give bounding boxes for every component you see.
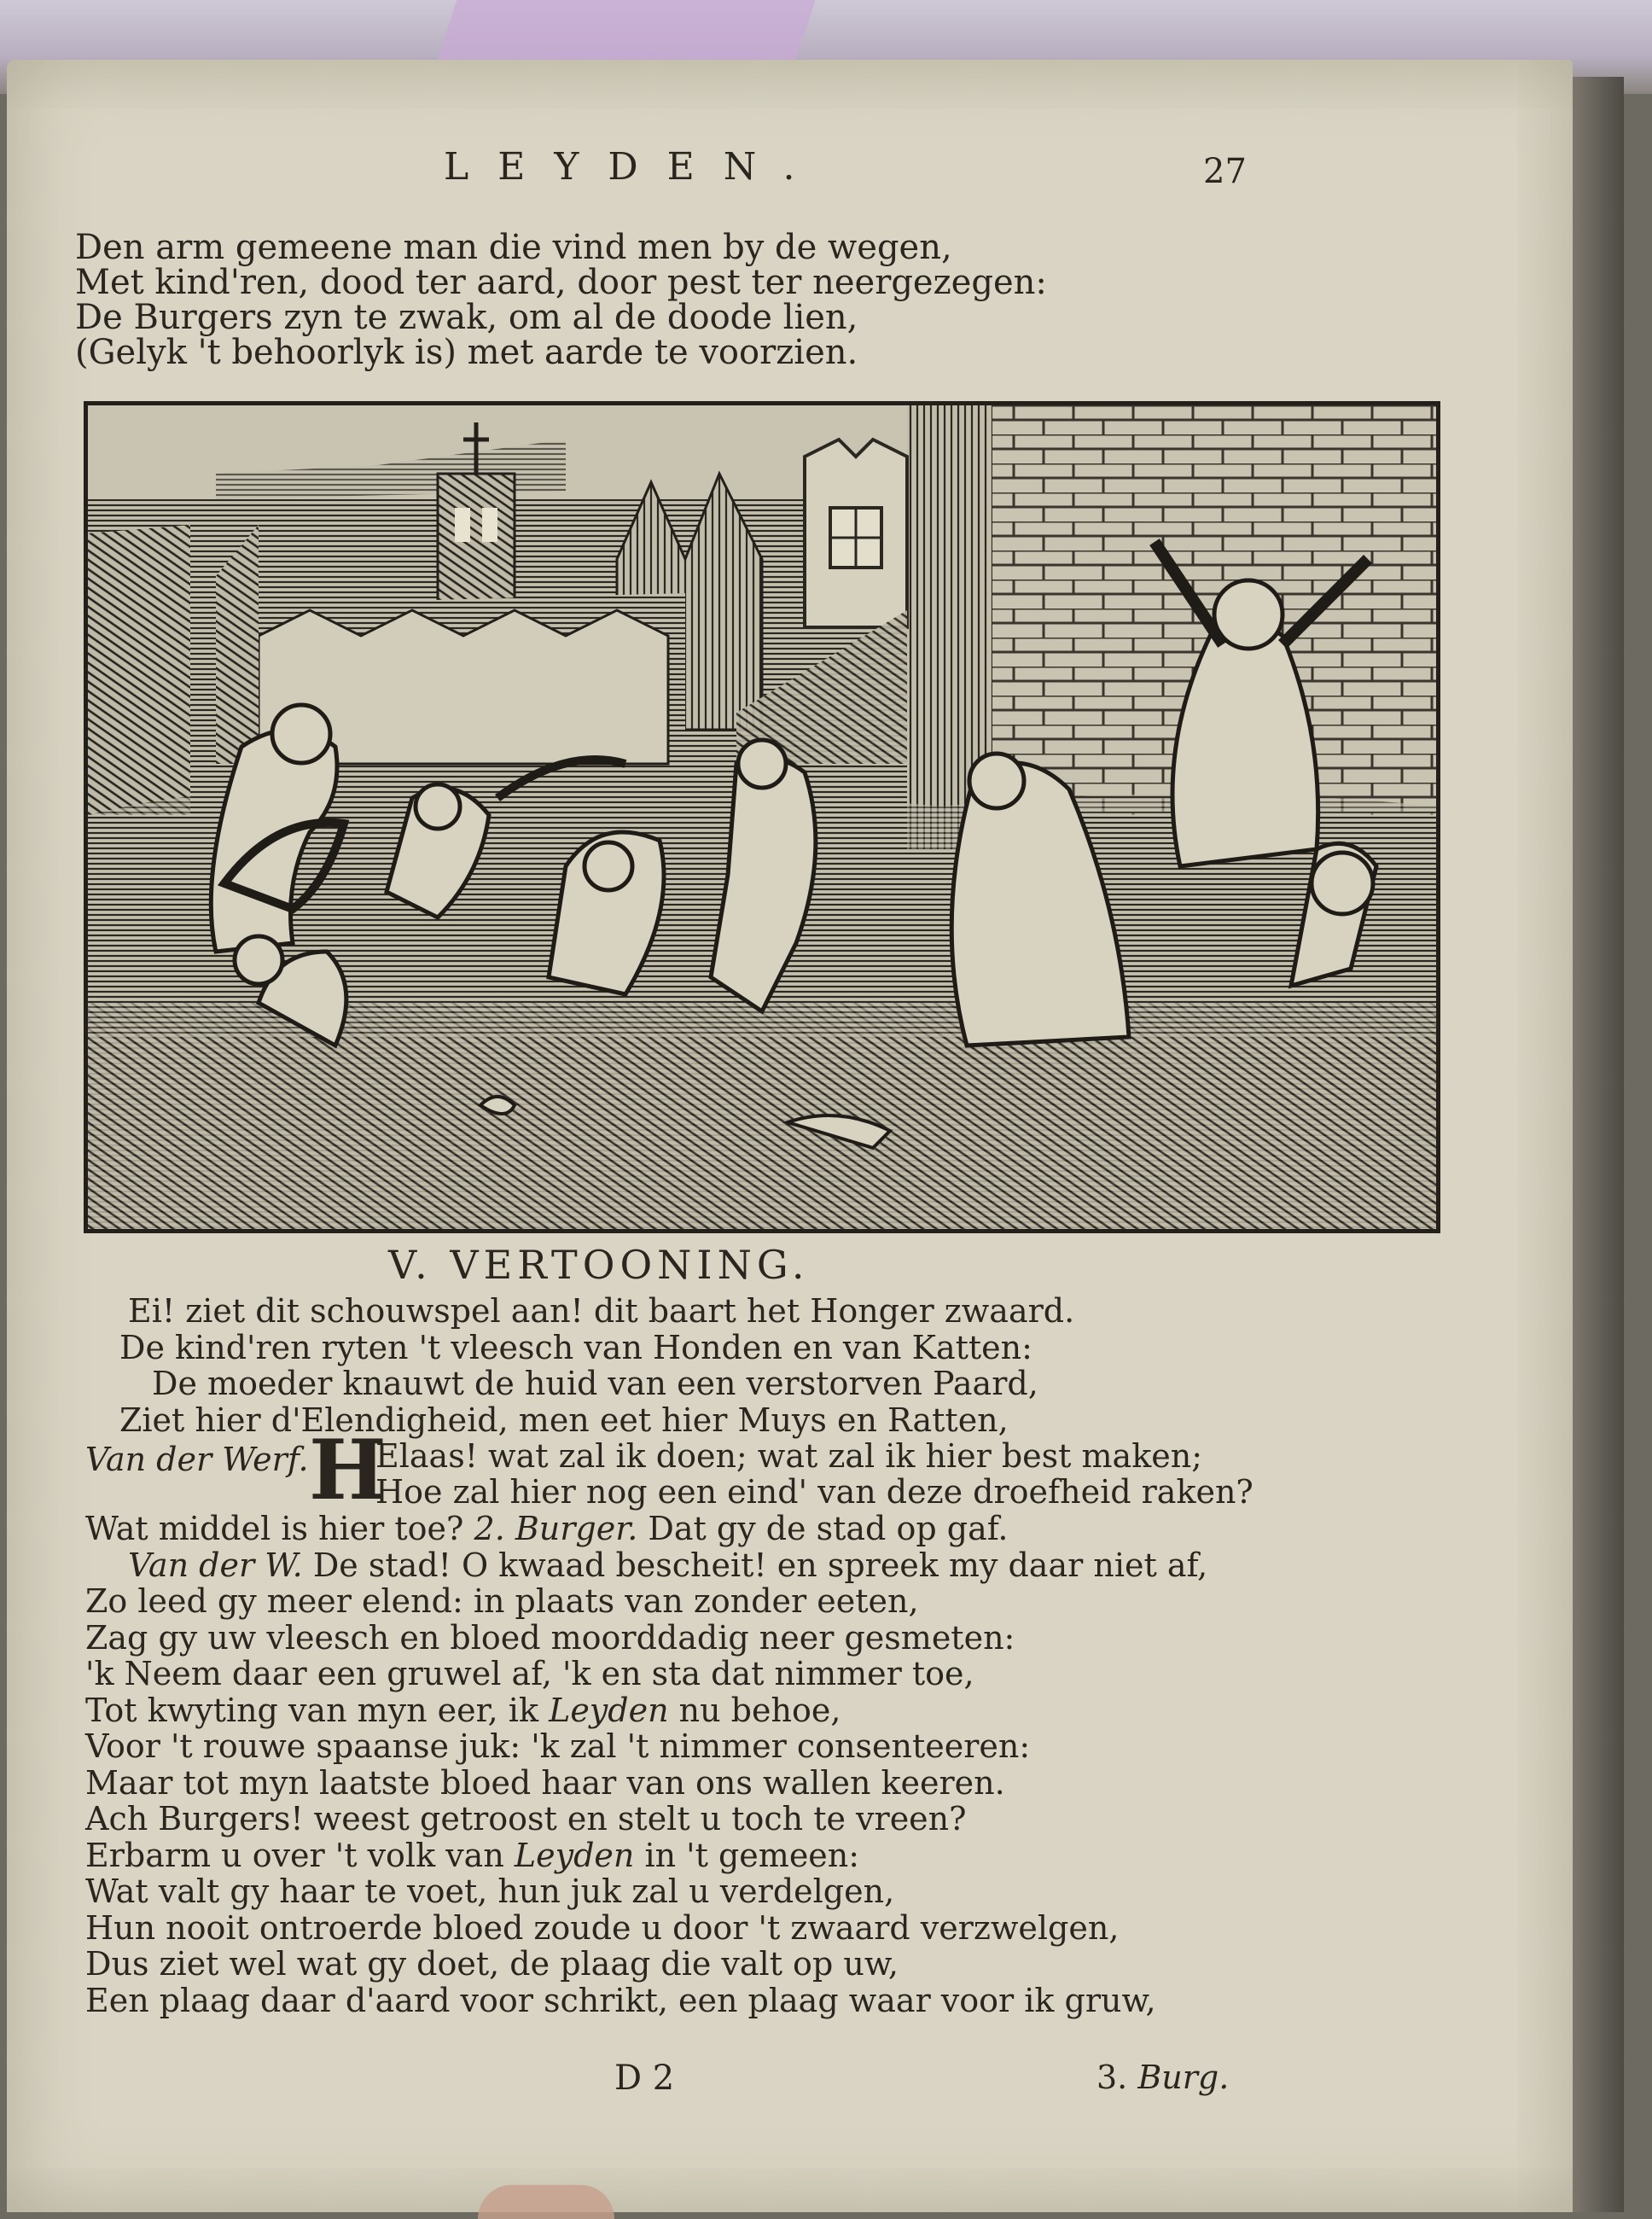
verse-line: De Burgers zyn te zwak, om al de doode lien, bbox=[75, 298, 858, 337]
dialogue-line bbox=[85, 1838, 1246, 1874]
section-heading: V. VERTOONING. bbox=[388, 1242, 810, 1288]
dialogue-text: De stad! O kwaad bescheit! en spreek my daar niet af, bbox=[312, 1546, 1208, 1584]
dialogue-line: Wat valt gy haar te voet, hun juk zal u verdelgen, bbox=[85, 1872, 895, 1910]
dialogue-text: in 't gemeen: bbox=[644, 1836, 860, 1874]
dialogue-line: Maar tot myn laatste bloed haar van ons wallen keeren. bbox=[85, 1763, 1005, 1802]
poem-line: Ziet hier d'Elendigheid, men eet hier Muys en Ratten, bbox=[119, 1401, 1009, 1439]
dialogue-text: Erbarm u over 't volk van bbox=[85, 1836, 504, 1874]
woodcut-scene bbox=[88, 405, 1436, 1229]
verse-line: (Gelyk 't behoorlyk is) met aarde te voorzien. bbox=[75, 333, 858, 372]
dialogue-text: nu behoe, bbox=[678, 1691, 841, 1729]
dialogue-text: Wat middel is hier toe? bbox=[85, 1510, 464, 1547]
place-name: Leyden bbox=[514, 1836, 635, 1874]
speaker-van-der-werf: Van der Werf. bbox=[85, 1441, 309, 1478]
dialogue-line: Ach Burgers! weest getroost en stelt u toch te vreen? bbox=[85, 1800, 967, 1838]
dialogue-line: Zo leed gy meer elend: in plaats van zonder eeten, bbox=[85, 1582, 919, 1620]
woodcut-illustration bbox=[84, 401, 1440, 1233]
speaker-burger: 2. Burger. bbox=[474, 1510, 638, 1547]
dialogue-line: Voor 't rouwe spaanse juk: 'k zal 't nimmer consenteeren: bbox=[85, 1727, 1031, 1765]
catchword bbox=[1096, 2059, 1229, 2096]
drop-capital: H bbox=[309, 1422, 387, 1518]
dialogue-opening bbox=[85, 1422, 1254, 1518]
book-edge bbox=[1573, 77, 1624, 2212]
poem-line: Ei! ziet dit schouwspel aan! dit baart het Honger zwaard. bbox=[128, 1292, 1075, 1330]
verse-line: Den arm gemeene man die vind men by de wegen, bbox=[75, 228, 952, 267]
verse-line: Met kind'ren, dood ter aard, door pest ter neergezegen: bbox=[75, 263, 1047, 302]
dialogue-line: 'k Neem daar een gruwel af, 'k en sta dat nimmer toe, bbox=[85, 1655, 974, 1692]
running-head: LEYDEN. bbox=[444, 145, 824, 189]
dialogue-line: Hun nooit ontroerde bloed zoude u door 't zwaard verzwelgen, bbox=[85, 1908, 1120, 1947]
dialogue-line bbox=[85, 1692, 1246, 1729]
dialogue-line: Zag gy uw vleesch en bloed moorddadig neer gesmeten: bbox=[85, 1618, 1015, 1657]
poem-line: De moeder knauwt de huid van een verstorven Paard, bbox=[152, 1365, 1038, 1402]
dialogue-line bbox=[85, 1511, 1246, 1547]
catchword-text: Burg. bbox=[1137, 2059, 1230, 2096]
dialogue-line: Een plaag daar d'aard voor schrikt, een plaag waar voor ik gruw, bbox=[85, 1981, 1156, 2019]
poem-body bbox=[85, 1292, 1254, 2019]
dialogue-line bbox=[85, 1547, 1246, 1584]
page-number: 27 bbox=[1203, 152, 1247, 191]
dialogue-text: Tot kwyting van myn eer, ik bbox=[85, 1691, 538, 1729]
signature-mark: D 2 bbox=[614, 2059, 675, 2098]
speaker-van-der-w: Van der W. bbox=[128, 1546, 303, 1584]
dialogue-line: Hoe zal hier nog een eind' van deze droefheid raken? bbox=[375, 1473, 1254, 1511]
opening-verse bbox=[75, 230, 1270, 370]
dialogue-line: Elaas! wat zal ik doen; wat zal ik hier best maken; bbox=[375, 1437, 1202, 1475]
finger-holding-page bbox=[478, 2185, 614, 2219]
poem-line: De kind'ren ryten 't vleesch van Honden en van Katten: bbox=[119, 1328, 1032, 1366]
place-name: Leyden bbox=[549, 1691, 669, 1729]
catchword-number: 3. bbox=[1096, 2059, 1128, 2096]
dialogue-line: Dus ziet wel wat gy doet, de plaag die valt op uw, bbox=[85, 1945, 899, 1983]
dialogue-text: Dat gy de stad op gaf. bbox=[648, 1510, 1009, 1547]
